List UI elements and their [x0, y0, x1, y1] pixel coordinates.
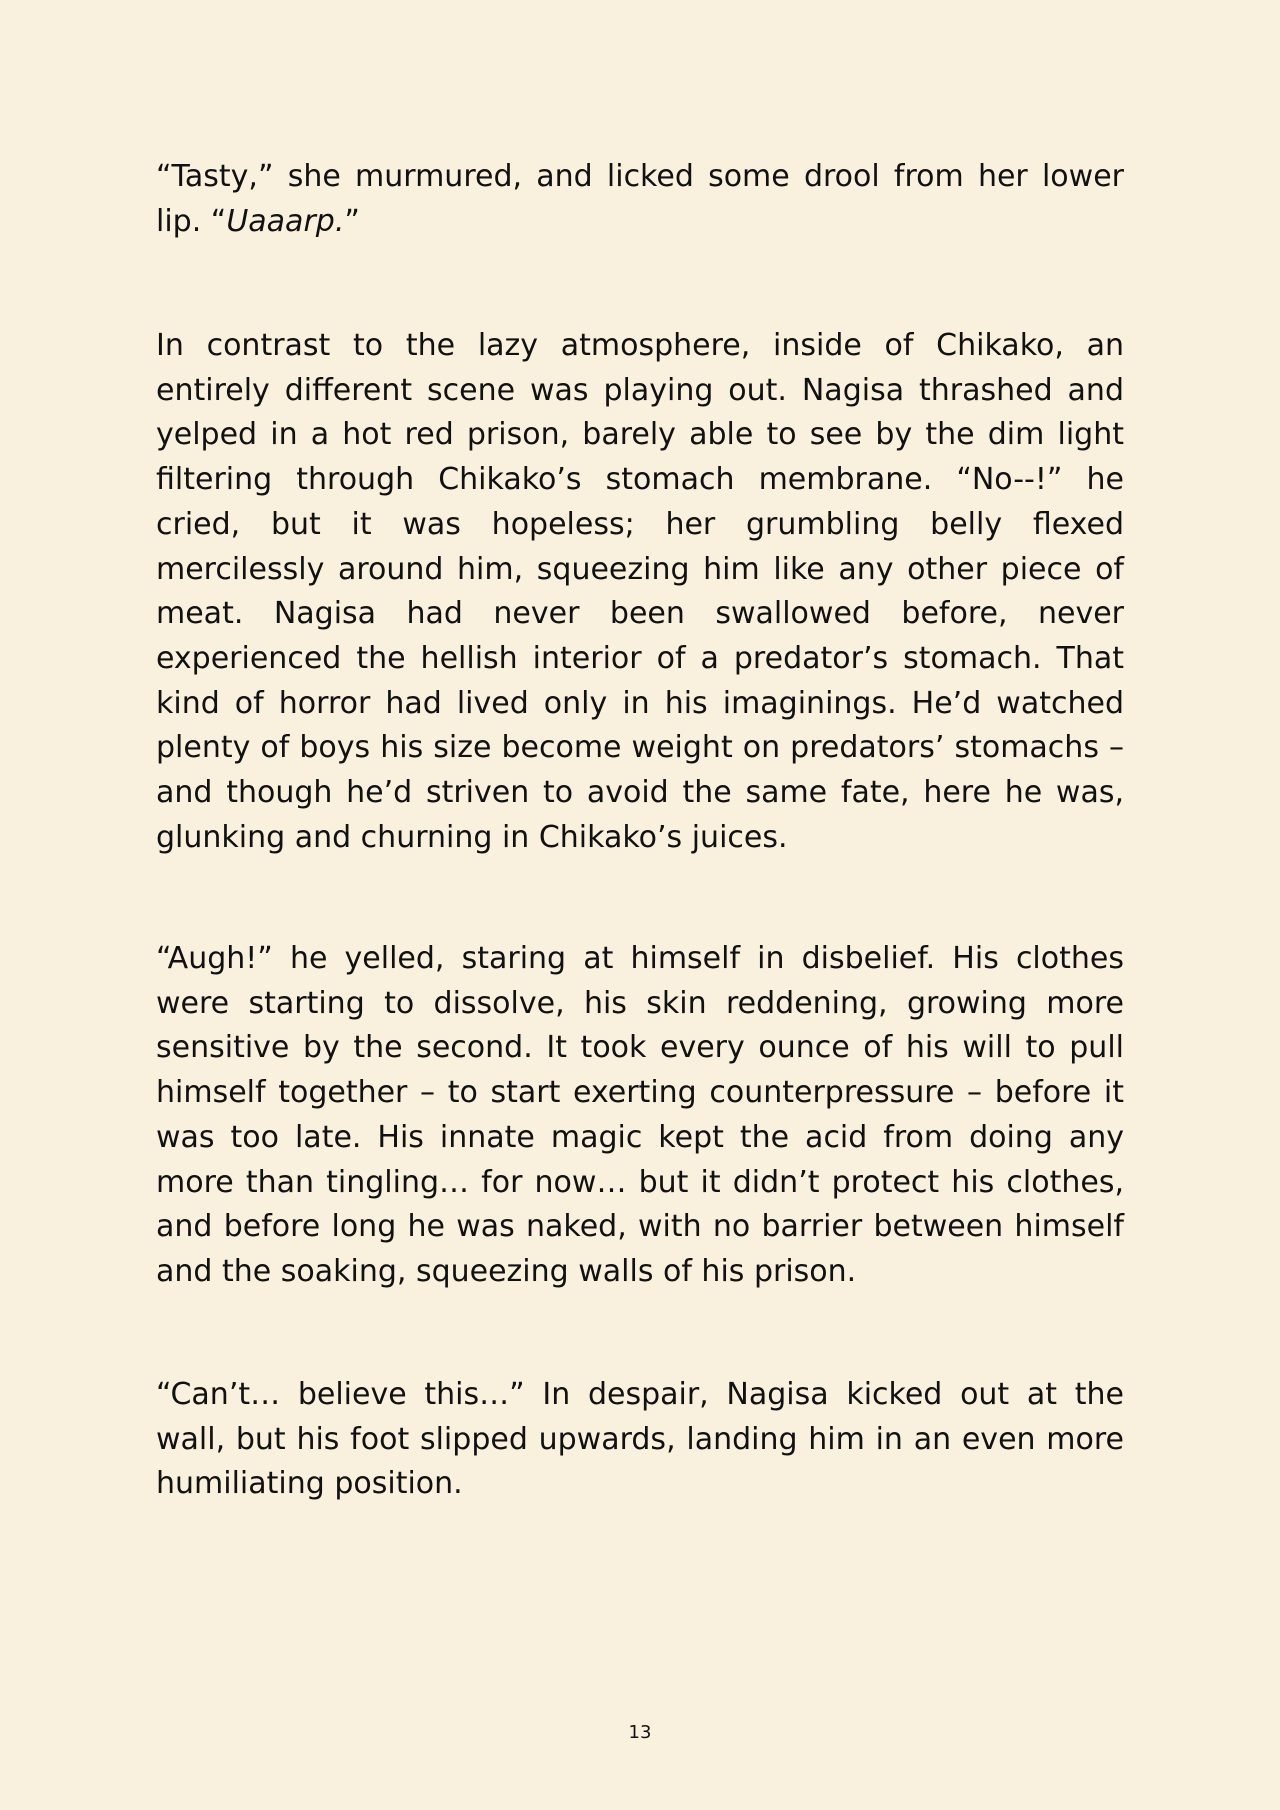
- paragraph-4: “Can’t… believe this…” In despair, Nagisa kicked out at the wall, but his foot slipped upwards, landing him in an even more humiliating position.: [156, 1377, 1124, 1502]
- paragraph-1-closing-quote: ”: [344, 203, 360, 239]
- paragraph-1-italic-text: Uaaarp.: [226, 203, 345, 239]
- paragraph-3: “Augh!” he yelled, staring at himself in disbelief. His clothes were starting to dissolve, his skin reddening, growing more sensitive by the second. It took every ounce of his will to pull himself together – to start exerting counterpressure – before it was too late. His innate magic kept the acid from doing any more than tingling… for now… but it didn’t protect his clothes, and before long he was naked, with no barrier between himself and the soaking, squeezing walls of his prison.: [156, 941, 1124, 1289]
- paragraph-1-text: “Tasty,” she murmured, and licked some drool from her lower lip. “: [156, 159, 1124, 239]
- page-number: 13: [628, 1722, 652, 1743]
- paragraph-2: In contrast to the lazy atmosphere, inside of Chikako, an entirely different scene was playing out. Nagisa thrashed and yelped in a hot red prison, barely able to see by the dim light filtering through Chikako’s stomach membrane. “No--!” he cried, but it was hopeless; her grumbling belly flexed mercilessly around him, squeezing him like any other piece of meat. Nagisa had never been swallowed before, never experienced the hellish interior of a predator’s stomach. That kind of horror had lived only in his imaginings. He’d watched plenty of boys his size become weight on predators’ stomachs – and though he’d striven to avoid the same fate, here he was, glunking and churning in Chikako’s juices.: [156, 328, 1124, 855]
- paragraph-1: [156, 155, 1124, 244]
